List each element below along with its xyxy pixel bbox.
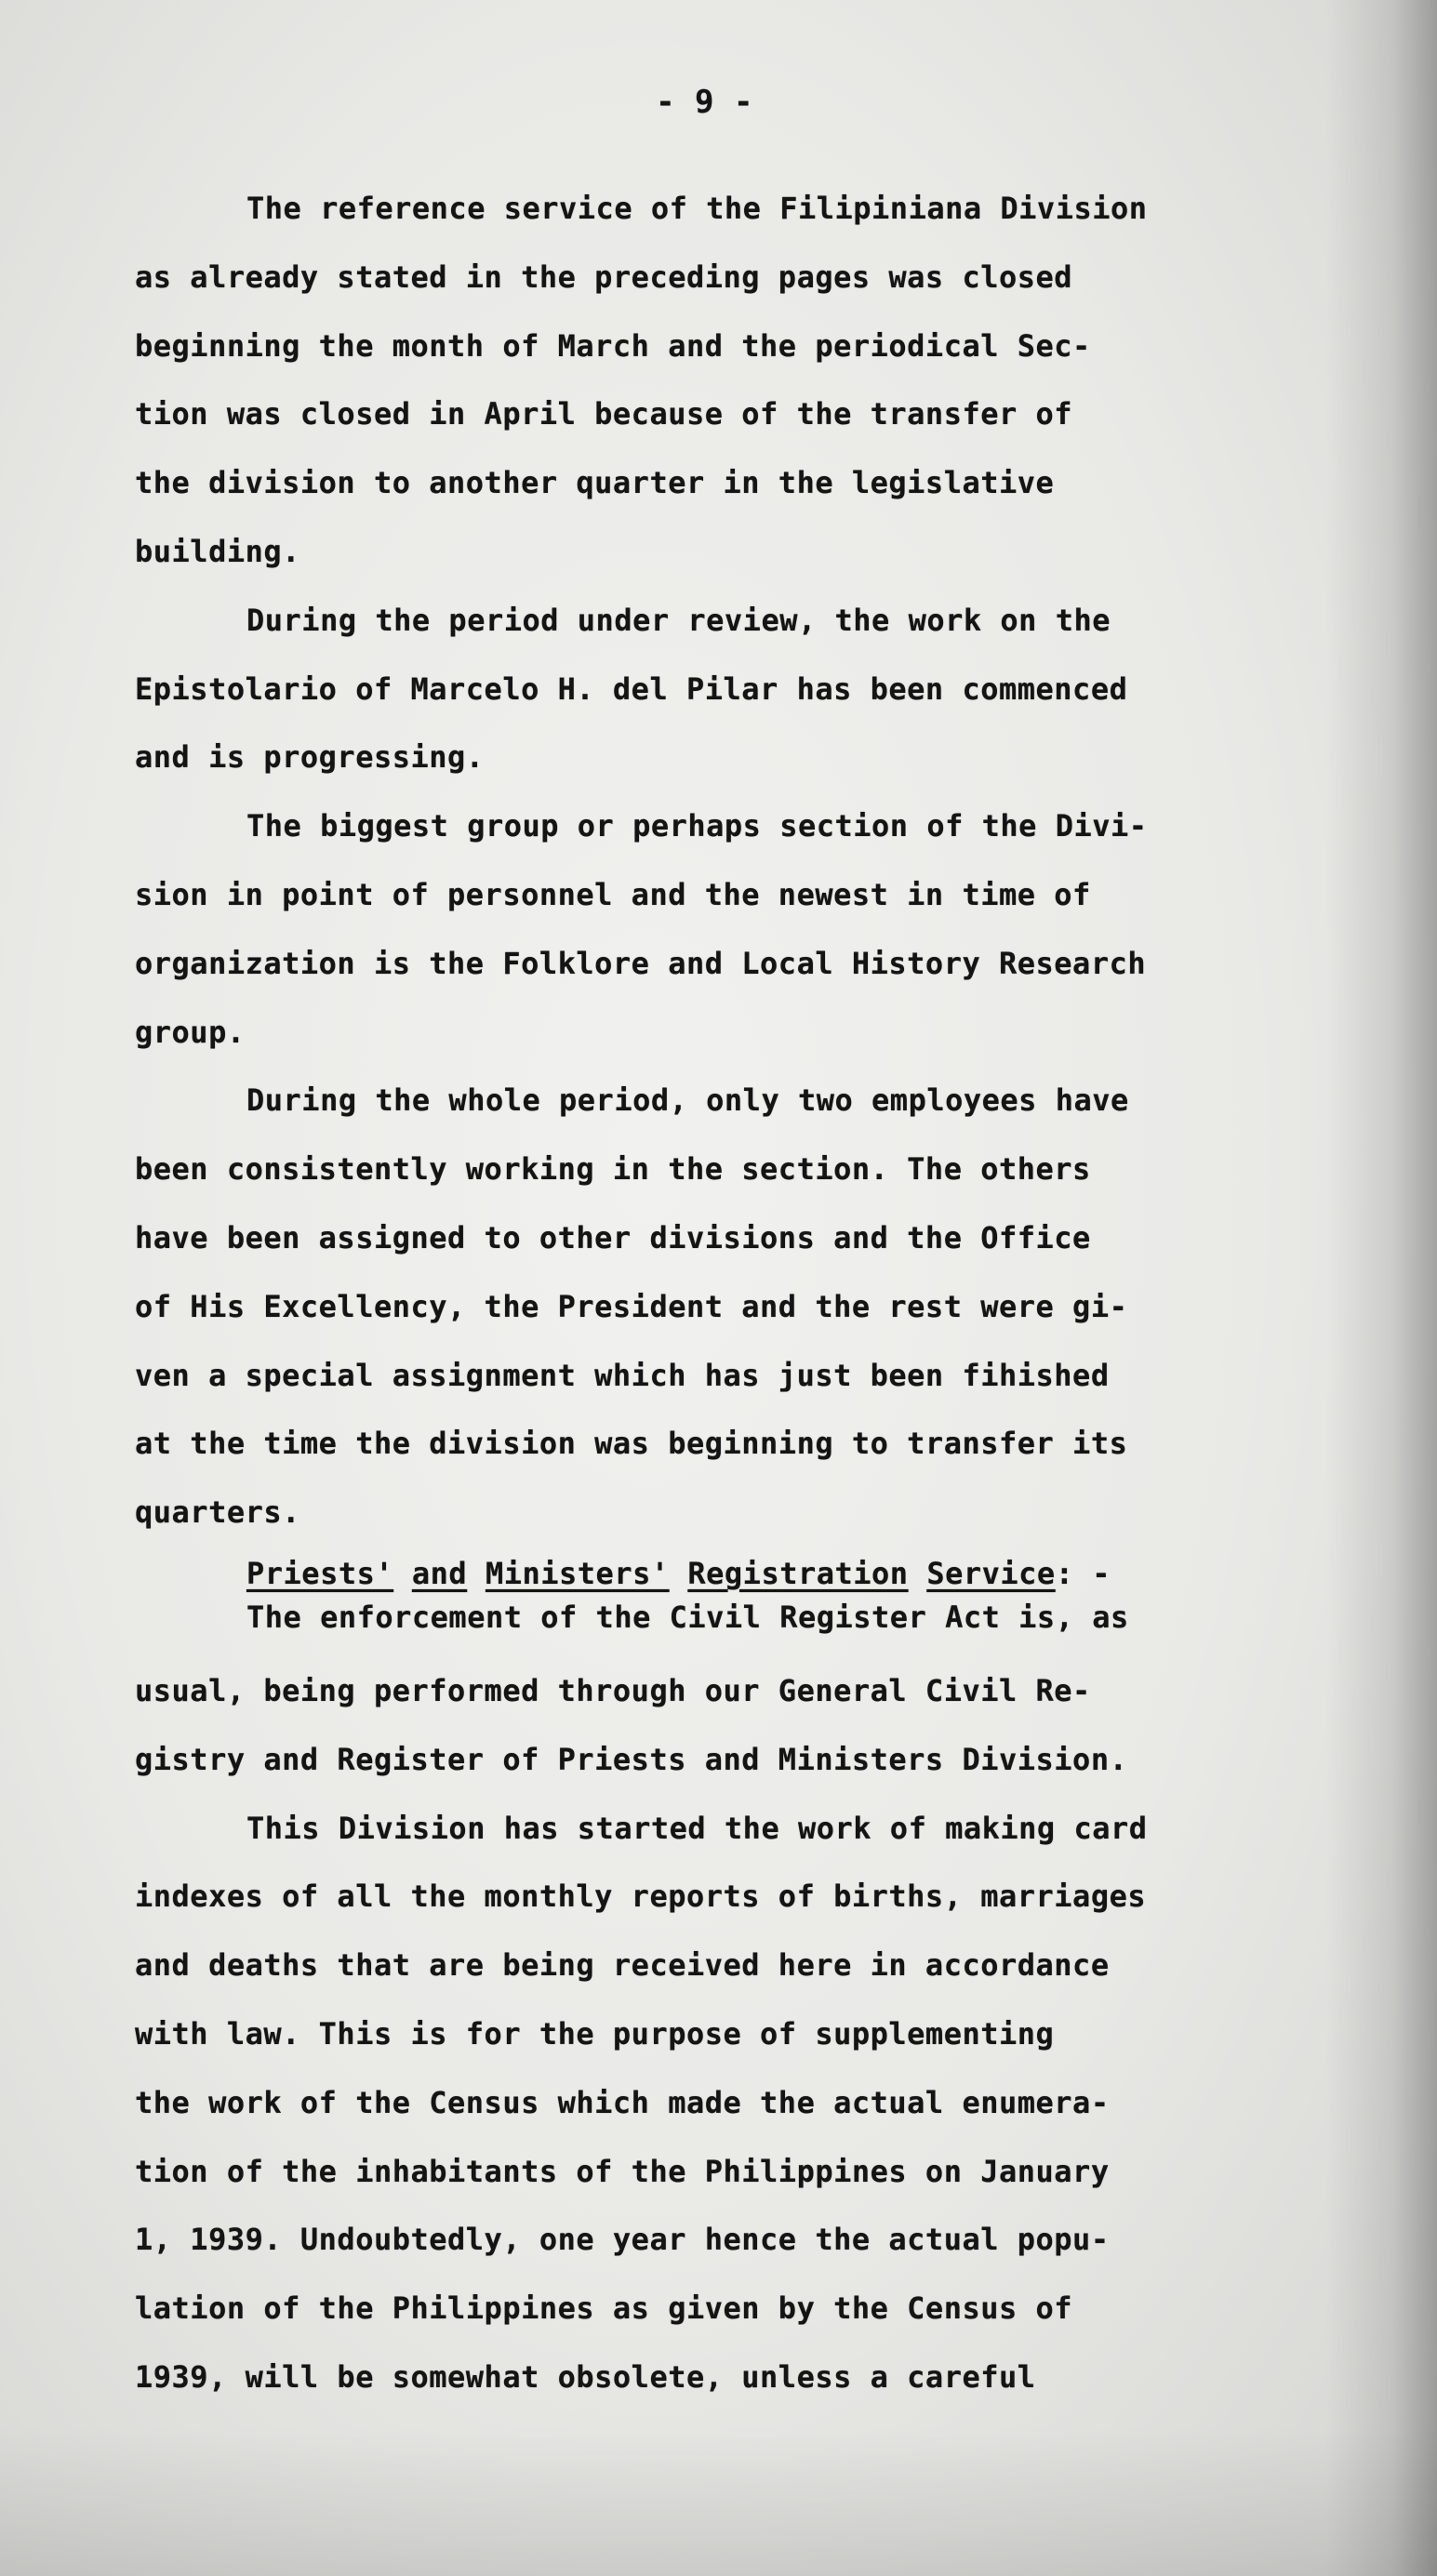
heading-word: Priests': [246, 1555, 394, 1591]
paragraph-line: as already stated in the preceding pages was closed: [135, 259, 1073, 295]
paragraph-line: organization is the Folklore and Local History Research: [135, 945, 1147, 981]
paragraph-line: The biggest group or perhaps section of the Divi-: [246, 808, 1148, 844]
heading-continuation: The enforcement of the Civil Register Act is, as: [246, 1599, 1129, 1635]
paragraph-line: During the whole period, only two employees have: [246, 1082, 1129, 1119]
paragraph-line: been consistently working in the section. The others: [135, 1151, 1091, 1188]
paragraph-line: building.: [135, 533, 300, 569]
paragraph-line: lation of the Philippines as given by the Census of: [135, 2291, 1073, 2327]
paragraph-line: During the period under review, the work on the: [246, 602, 1111, 638]
paragraph-line: the division to another quarter in the legislative: [135, 465, 1055, 501]
paragraph-line: have been assigned to other divisions and the Office: [135, 1219, 1091, 1255]
paragraph-line: This Division has started the work of making card: [246, 1810, 1148, 1846]
page-number: - 9 -: [656, 84, 753, 121]
paragraph-line: tion was closed in April because of the transfer of: [135, 396, 1073, 432]
heading-word: Service: [926, 1555, 1056, 1591]
heading-suffix: : -: [1055, 1555, 1111, 1591]
heading-word: Ministers': [485, 1555, 670, 1591]
heading-word: Registration: [687, 1555, 909, 1591]
heading-word: and: [411, 1555, 468, 1591]
paragraph-line: indexes of all the monthly reports of births, marriages: [135, 1879, 1147, 1915]
paragraph-line: the work of the Census which made the actual enumera-: [135, 2084, 1110, 2120]
body-text: [135, 175, 1307, 2412]
paragraph-line: at the time the division was beginning to transfer its: [135, 1426, 1128, 1462]
section-heading: [135, 1555, 1307, 1592]
page-bottom-shadow: [0, 2427, 1437, 2576]
paragraph-line: beginning the month of March and the periodical Sec-: [135, 327, 1091, 364]
paragraph-line: quarters.: [135, 1494, 300, 1531]
paragraph-line: The reference service of the Filipiniana Division: [246, 191, 1148, 226]
paragraph-line: 1939, will be somewhat obsolete, unless a careful: [135, 2358, 1036, 2395]
paragraph-line: and deaths that are being received here in accordance: [135, 1947, 1110, 1984]
paragraph-line: tion of the inhabitants of the Philippines on January: [135, 2153, 1110, 2189]
paragraph-line: and is progressing.: [135, 739, 485, 776]
page-edge-shadow: [1325, 0, 1437, 2576]
paragraph-line: gistry and Register of Priests and Ministers Division.: [135, 1741, 1128, 1777]
paragraph-line: Epistolario of Marcelo H. del Pilar has been commenced: [135, 671, 1128, 707]
paragraph-line: 1, 1939. Undoubtedly, one year hence the actual popu-: [135, 2222, 1110, 2258]
paragraph-line: ven a special assignment which has just been fihished: [135, 1357, 1110, 1393]
paragraph-line: with law. This is for the purpose of supplementing: [135, 2015, 1055, 2052]
paragraph-line: group.: [135, 1014, 246, 1050]
paragraph-line: sion in point of personnel and the newest in time of: [135, 876, 1091, 912]
paragraph-line: usual, being performed through our General Civil Re-: [135, 1672, 1091, 1708]
paragraph-line: of His Excellency, the President and the rest were gi-: [135, 1288, 1128, 1324]
